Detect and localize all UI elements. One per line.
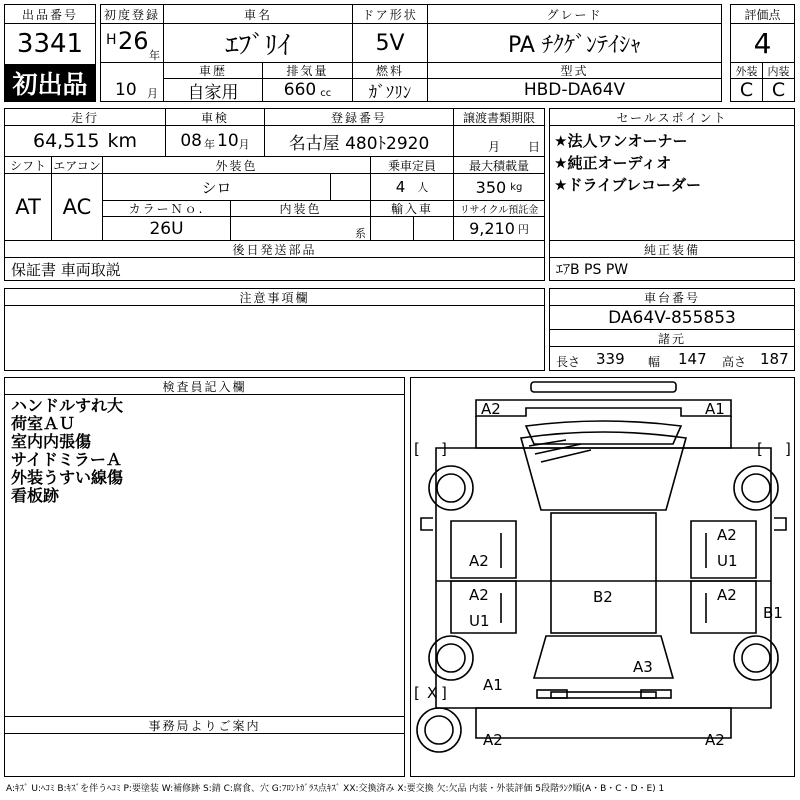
plate-label: 登録番号: [264, 108, 454, 126]
model-label: 型式: [427, 62, 722, 79]
shift-label: シフト: [4, 156, 52, 174]
model-value: HBD-DA64V: [427, 78, 722, 102]
mileage-label: 走行: [4, 108, 166, 126]
mileage-unit: km: [107, 130, 137, 152]
chassis-label: 車台番号: [549, 288, 795, 306]
office-box: [4, 733, 405, 777]
displacement-label: 排気量: [262, 62, 353, 79]
notes-box: [4, 305, 545, 371]
damage-mark: U1: [717, 552, 738, 570]
inspector-line: サイドミラーＡ: [11, 450, 122, 469]
bracket: ]: [785, 440, 791, 458]
bracket: [: [414, 684, 420, 702]
month-unit: 月: [147, 87, 158, 100]
dims-label: 諸元: [549, 329, 795, 347]
dims-cell: [549, 346, 795, 371]
car-name: ｴﾌﾞﾘｲ: [163, 23, 353, 63]
damage-mark: X: [427, 684, 438, 702]
damage-mark: U1: [469, 612, 490, 630]
displacement-unit: cc: [320, 87, 332, 99]
inspector-line: 看板跡: [11, 486, 60, 505]
recycle-label: リサイクル預託金: [453, 200, 545, 217]
legend: A:ｷｽﾞ U:ﾍｺﾐ B:ｷｽﾞを伴うﾍｺﾐ P:要塗装 W:補修跡 S:錆 C:腐食、穴 G:ﾌﾛﾝﾄｶﾞﾗｽ点ｷｽﾞ XX:交換済み X:要交換 欠:欠品 内装・外装評価 5段階ﾗﾝｸ順(A・B・C・D・E) 1: [6, 784, 665, 794]
length-label: 長さ: [556, 355, 581, 369]
first-reg-year-cell: [100, 23, 164, 63]
capacity-value: 4: [395, 178, 406, 196]
door-value: 5V: [352, 23, 428, 63]
score-value: 4: [730, 23, 795, 63]
displacement-value: 660: [283, 80, 317, 100]
inspector-line: 外装うすい線傷: [11, 468, 124, 487]
damage-mark: A2: [481, 400, 501, 418]
damage-mark: A1: [705, 400, 725, 418]
int-score: C: [762, 78, 795, 102]
load-label: 最大積載量: [453, 156, 545, 174]
ext-color-label: 外装色: [102, 156, 371, 174]
damage-mark: A2: [705, 731, 725, 749]
color-no-label: カラーＮｏ.: [102, 200, 231, 217]
shift-value: AT: [4, 173, 52, 241]
ext-color-value: シロ: [102, 173, 331, 201]
sales-points-label: セールスポイント: [549, 108, 795, 126]
score-label: 評価点: [730, 4, 795, 24]
capacity-cell: [370, 173, 454, 201]
damage-mark: A1: [483, 676, 503, 694]
door-label: ドア形状: [352, 4, 428, 24]
sales-point: ★法人ワンオーナー: [554, 132, 688, 150]
inspection-year: 08: [180, 131, 202, 151]
damage-mark: A2: [717, 526, 737, 544]
lot-number: 3341: [4, 23, 96, 65]
height-value: 187: [760, 350, 789, 368]
mileage-value: 64,515: [33, 130, 100, 152]
fuel-label: 燃料: [352, 62, 428, 79]
inspector-line: 室内内張傷: [11, 432, 92, 451]
height-label: 高さ: [722, 355, 747, 369]
inspection-cell: [165, 125, 265, 157]
sales-points-list: [550, 126, 705, 200]
damage-mark: B2: [593, 588, 613, 606]
later-parts-value: 保証書 車両取説: [4, 257, 545, 281]
inspector-notes: [5, 395, 129, 507]
bracket: ]: [441, 684, 447, 702]
ext-score: C: [730, 78, 763, 102]
genuine-value: ｴｱB PS PW: [549, 257, 795, 281]
int-color-cell: [230, 216, 371, 241]
import-label: 輸入車: [370, 200, 454, 217]
car-outline: [411, 378, 796, 778]
width-label: 幅: [648, 355, 661, 369]
damage-mark: A2: [469, 552, 489, 570]
grade-value: PA ﾁｸｹﾞﾝﾃｲｼｬ: [427, 23, 722, 63]
sales-points-box: [549, 125, 795, 241]
inspector-line: ハンドルすれ大: [11, 396, 124, 415]
office-label: 事務局よりご案内: [4, 716, 405, 734]
int-color-label: 内装色: [230, 200, 371, 217]
capacity-label: 乗車定員: [370, 156, 454, 174]
year-unit: 年: [149, 49, 160, 62]
plate-value: 名古屋 480ﾄ2920: [264, 125, 454, 157]
inspection-month: 10: [217, 131, 239, 151]
damage-mark: A2: [469, 586, 489, 604]
damage-mark: B1: [763, 604, 783, 622]
inspection-label: 車検: [165, 108, 265, 126]
fuel-value: ｶﾞｿﾘﾝ: [352, 78, 428, 102]
displacement-cell: [262, 78, 353, 102]
later-parts-label: 後日発送部品: [4, 240, 545, 258]
ext-score-label: 外装: [730, 62, 763, 79]
first-reg-month: 10: [115, 80, 137, 100]
mileage-cell: [4, 125, 166, 157]
recycle-cell: [453, 216, 545, 241]
first-listing-badge: 初出品: [4, 64, 96, 102]
chassis-value: DA64V-855853: [549, 305, 795, 330]
aircon-label: エアコン: [51, 156, 103, 174]
load-cell: [453, 173, 545, 201]
inspection-month-unit: 月: [238, 138, 250, 151]
history-label: 車歴: [163, 62, 263, 79]
inspection-year-unit: 年: [204, 138, 215, 151]
capacity-unit: 人: [417, 181, 429, 194]
bracket: [: [757, 440, 763, 458]
transfer-label: 譲渡書類期限: [453, 108, 545, 126]
car-name-label: 車名: [163, 4, 353, 24]
condition-diagram: [410, 377, 795, 777]
bracket: [: [414, 440, 420, 458]
length-value: 339: [596, 350, 625, 368]
era: H: [106, 32, 117, 48]
grade-label: グレード: [427, 4, 722, 24]
transfer-cell: [453, 125, 545, 157]
damage-mark: A2: [717, 586, 737, 604]
transfer-month-unit: 月: [488, 140, 501, 154]
transfer-day-unit: 日: [528, 140, 541, 154]
sales-point: ★純正オーディオ: [554, 154, 672, 172]
int-score-label: 内装: [762, 62, 795, 79]
color-no-value: 26U: [102, 216, 231, 241]
notes-label: 注意事項欄: [4, 288, 545, 306]
load-value: 350: [475, 177, 507, 197]
first-reg-year: 26: [118, 27, 149, 55]
aircon-value: AC: [51, 173, 103, 241]
damage-mark: A2: [483, 731, 503, 749]
load-unit: kg: [510, 181, 523, 193]
damage-mark: A3: [633, 658, 653, 676]
int-color-unit: 系: [355, 227, 366, 240]
first-reg-label: 初度登録: [100, 4, 164, 24]
first-reg-month-cell: [100, 62, 164, 102]
inspector-label: 検査員記入欄: [4, 377, 405, 395]
bracket: ]: [441, 440, 447, 458]
genuine-label: 純正装備: [549, 240, 795, 258]
inspector-box: [4, 394, 405, 717]
recycle-unit: 円: [517, 222, 529, 236]
lot-label: 出品番号: [4, 4, 96, 24]
recycle-value: 9,210: [469, 219, 515, 238]
inspector-line: 荷室ＡＵ: [11, 414, 76, 433]
ext-color-extra: [330, 173, 371, 201]
history-value: 自家用: [163, 78, 263, 102]
import-cell-2: [413, 216, 454, 241]
import-cell-1: [370, 216, 414, 241]
width-value: 147: [678, 350, 707, 368]
sales-point: ★ドライブレコーダー: [554, 176, 701, 194]
